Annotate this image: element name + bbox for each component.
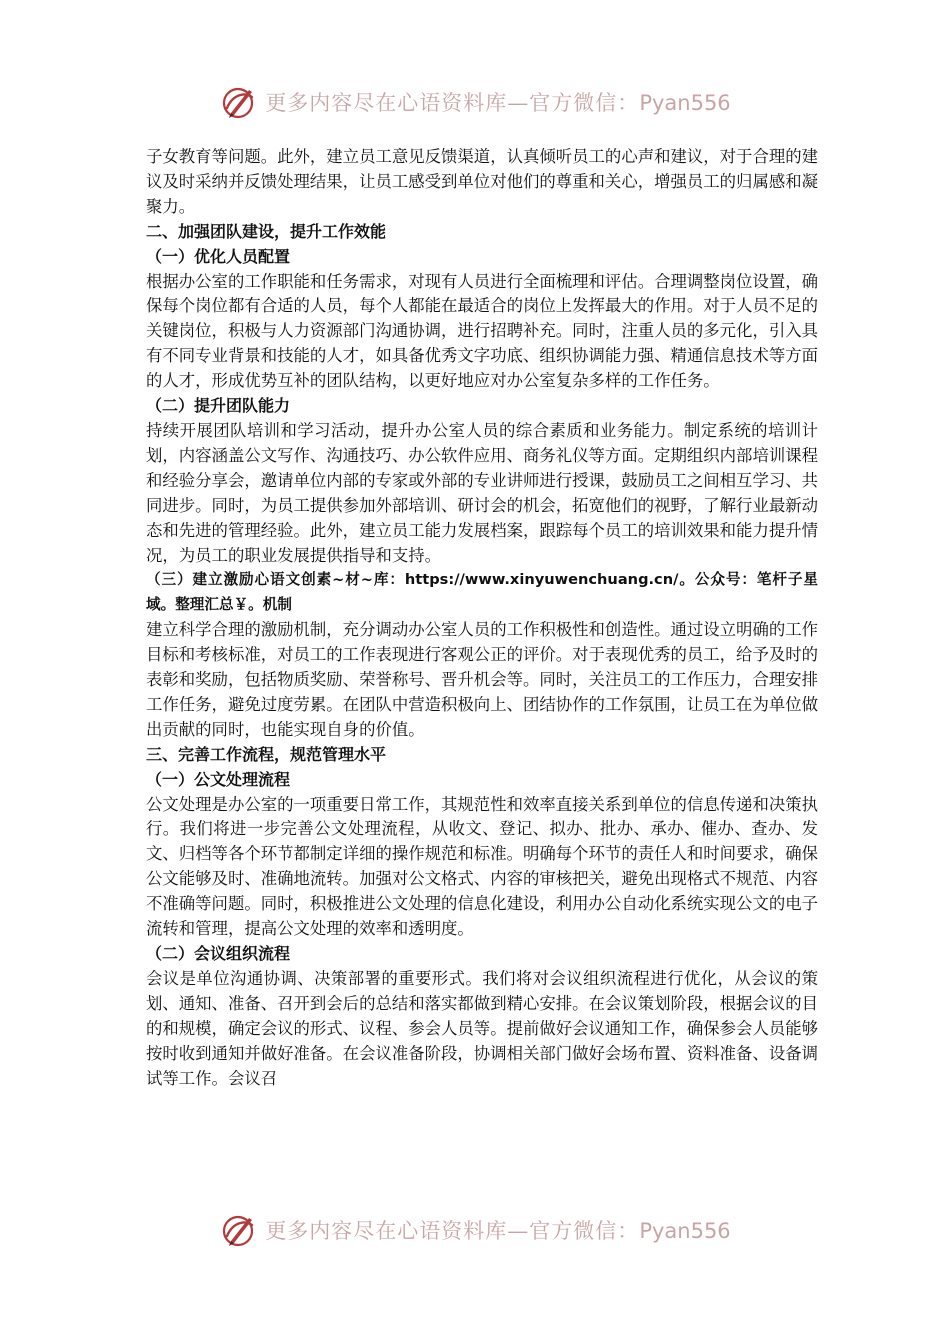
section-heading: 三、完善工作流程，规范管理水平: [146, 744, 387, 764]
banner-text: [265, 1215, 730, 1245]
subsection-heading: （一）公文处理流程: [146, 769, 291, 789]
banner-text: [265, 87, 730, 117]
watermark-notice-heading: （三）建立激励心语文创素~材~库：https://www.xinyuwenchuang.cn/。公众号：笔杆子星域。整理汇总￥。机制: [146, 571, 818, 614]
footer-banner: [0, 1208, 950, 1252]
subsection-heading: （二）会议组织流程: [146, 944, 291, 963]
banner-wechat-id: Pyan556: [639, 1219, 731, 1243]
subsection-heading: （一）优化人员配置: [146, 246, 291, 266]
section-heading: 二、加强团队建设，提升工作效能: [146, 221, 387, 241]
banner-text-cn: 更多内容尽在心语资料库—官方微信：: [265, 91, 640, 115]
paragraph: 子女教育等问题。此外，建立员工意见反馈渠道，认真倾听员工的心声和建议，对于合理的建议及时采纳并反馈处理结果，让员工感受到单位对他们的尊重和关心，增强员工的归属感和凝聚力。: [146, 147, 819, 216]
subsection-heading: （二）提升团队能力: [146, 396, 291, 416]
paragraph: 根据办公室的工作职能和任务需求，对现有人员进行全面梳理和评估。合理调整岗位设置，确保每个岗位都有合适的人员，每个人都能在最适合的岗位上发挥最大的作用。对于人员不足的关键岗位，积极与人力资源部门沟通协调，进行招聘补充。同时，注重人员的多元化，引入具有不同专业背景和技能的人才，如具备优秀文字功底、组织协调能力强、精通信息技术等方面的人才，形成优势互补的团队结构，以更好地应对办公室复杂多样的工作任务。: [146, 271, 819, 391]
pen-swirl-logo-icon: [219, 82, 259, 122]
paragraph: 建立科学合理的激励机制，充分调动办公室人员的工作积极性和创造性。通过设立明确的工作目标和考核标准，对员工的工作表现进行客观公正的评价。对于表现优秀的员工，给予及时的表彰和奖励，包括物质奖励、荣誉称号、晋升机会等。同时，关注员工的工作压力，合理安排工作任务，避免过度劳累。在团队中营造积极向上、团结协作的工作氛围，让员工在为单位做出贡献的同时，也能实现自身的价值。: [146, 620, 819, 739]
paragraph: 公文处理是办公室的一项重要日常工作，其规范性和效率直接关系到单位的信息传递和决策执行。我们将进一步完善公文处理流程，从收文、登记、拟办、批办、承办、催办、查办、发文、归档等各个环节都制定详细的操作规范和标准。明确每个环节的责任人和时间要求，确保公文能够及时、准确地流转。加强对公文格式、内容的审核把关，避免出现格式不规范、内容不准确等问题。同时，积极推进公文处理的信息化建设，利用办公自动化系统实现公文的电子流转和管理，提高公文处理的效率和透明度。: [146, 794, 819, 939]
banner-text-cn: 更多内容尽在心语资料库—官方微信：: [265, 1219, 640, 1243]
paragraph: 持续开展团队培训和学习活动，提升办公室人员的综合素质和业务能力。制定系统的培训计划，内容涵盖公文写作、沟通技巧、办公软件应用、商务礼仪等方面。定期组织内部培训课程和经验分享会，邀请单位内部的专家或外部的专业讲师进行授课，鼓励员工之间相互学习、共同进步。同时，为员工提供参加外部培训、研讨会的机会，拓宽他们的视野，了解行业最新动态和先进的管理经验。此外，建立员工能力发展档案，跟踪每个员工的培训效果和能力提升情况，为员工的职业发展提供指导和支持。: [146, 420, 819, 565]
banner-wechat-id: Pyan556: [639, 91, 731, 115]
header-banner: [0, 80, 950, 124]
pen-swirl-logo-icon: [219, 1210, 259, 1250]
paragraph: 会议是单位沟通协调、决策部署的重要形式。我们将对会议组织流程进行优化，从会议的策划、通知、准备、召开到会后的总结和落实都做到精心安排。在会议策划阶段，根据会议的目的和规模，确定会议的形式、议程、参会人员等。提前做好会议通知工作，确保参会人员能够按时收到通知并做好准备。在会议准备阶段，协调相关部门做好会场布置、资料准备、设备调试等工作。会议召: [146, 968, 819, 1088]
document-body: [146, 145, 818, 1091]
